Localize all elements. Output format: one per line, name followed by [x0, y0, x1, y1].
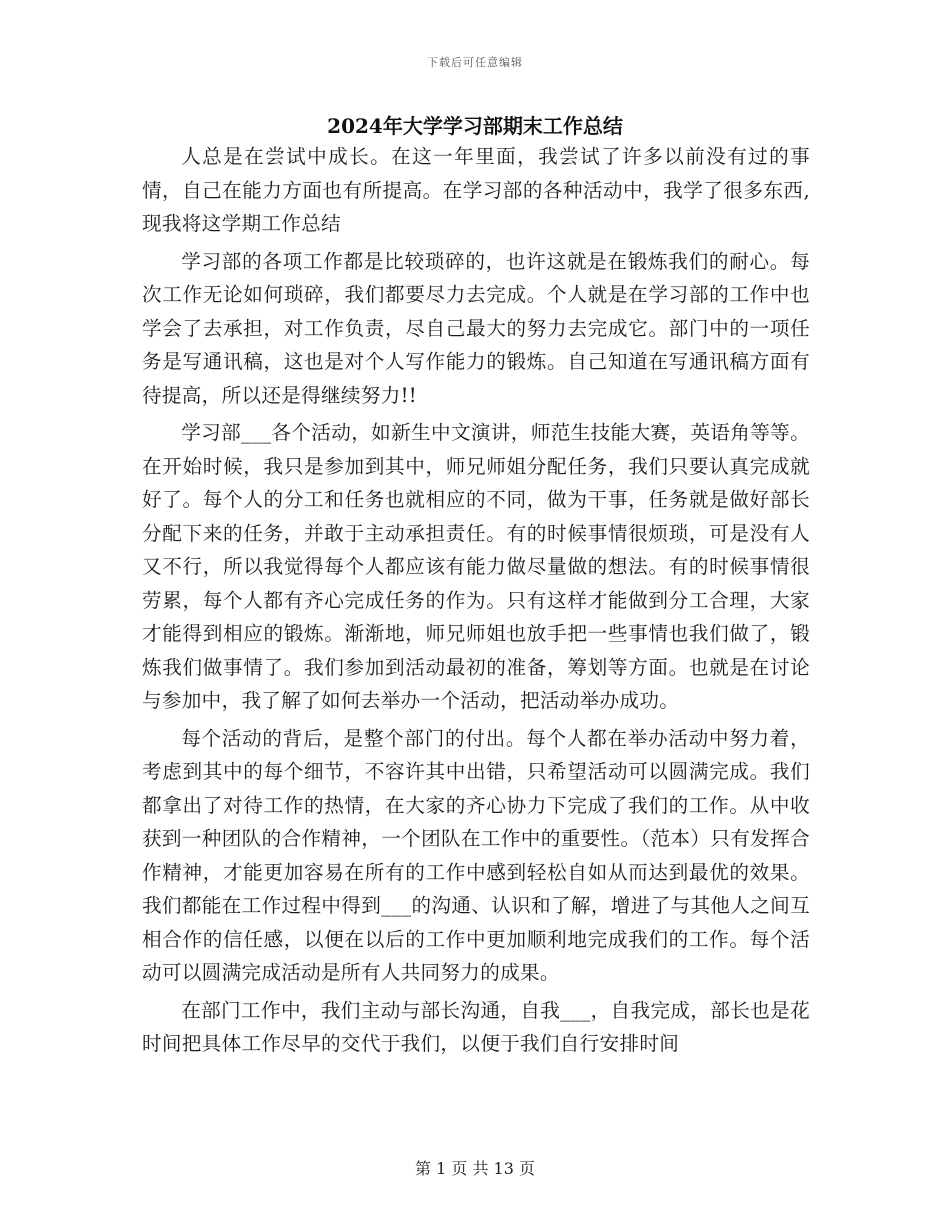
paragraph-3: 学习部___各个活动，如新生中文演讲，师范生技能大赛，英语角等等。在开始时候，我只是参加到其中，师兄师姐分配任务，我们只要认真完成就好了。每个人的分工和任务也就相应的不同，做为干事，任务就是做好部长分配下来的任务，并敢于主动承担责任。有的时候事情很烦琐，可是没有人又不行，所以我觉得每个人都应该有能力做尽量做的想法。有的时候事情很劳累，每个人都有齐心完成任务的作为。只有这样才能做到分工合理，大家才能得到相应的锻炼。渐渐地，师兄师姐也放手把一些事情也我们做了，锻炼我们做事情了。我们参加到活动最初的准备，筹划等方面。也就是在讨论与参加中，我了解了如何去举办一个活动，把活动举办成功。 [142, 421, 810, 712]
paragraph-2: 学习部的各项工作都是比较琐碎的，也许这就是在锻炼我们的耐心。每次工作无论如何琐碎，我们都要尽力去完成。个人就是在学习部的工作中也学会了去承担，对工作负责，尽自己最大的努力去完成它。部门中的一项任务是写通讯稿，这也是对个人写作能力的锻炼。自己知道在写通讯稿方面有待提高，所以还是得继续努力!! [142, 249, 810, 407]
paragraph-5: 在部门工作中，我们主动与部长沟通，自我___，自我完成，部长也是花时间把具体工作尽早的交代于我们，以便于我们自行安排时间 [142, 998, 810, 1055]
page-indicator: 第 1 页 共 13 页 [415, 1159, 535, 1178]
paragraph-1: 人总是在尝试中成长。在这一年里面，我尝试了许多以前没有过的事情，自己在能力方面也有所提高。在学习部的各种活动中，我学了很多东西,现我将这学期工作总结 [142, 145, 810, 235]
header-note: 下载后可任意编辑 [427, 56, 523, 69]
document-title: 2024年大学学习部期末工作总结 [327, 114, 623, 138]
document-body [142, 140, 810, 1061]
paragraph-4: 每个活动的背后，是整个部门的付出。每个人都在举办活动中努力着，考虑到其中的每个细节，不容许其中出错，只希望活动可以圆满完成。我们都拿出了对待工作的热情，在大家的齐心协力下完成了我们的工作。从中收获到一种团队的合作精神，一个团队在工作中的重要性。（范本）只有发挥合作精神，才能更加容易在所有的工作中感到轻松自如从而达到最优的效果。我们都能在工作过程中得到___的沟通、认识和了解，增进了与其他人之间互相合作的信任感，以便在以后的工作中更加顺利地完成我们的工作。每个活动可以圆满完成活动是所有人共同努力的成果。 [142, 726, 810, 984]
